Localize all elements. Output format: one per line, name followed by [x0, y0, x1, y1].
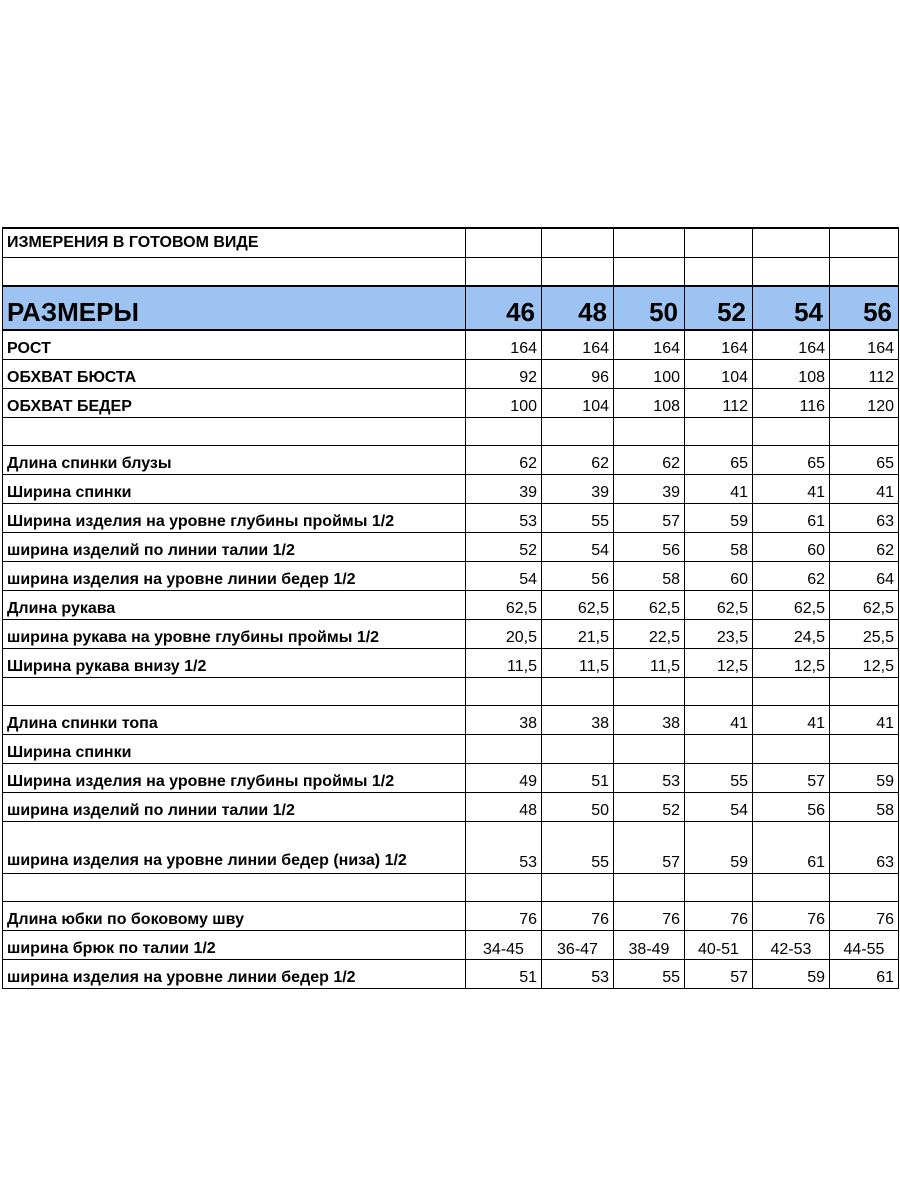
row-value: 53: [614, 764, 685, 793]
row-value: 53: [542, 960, 614, 989]
row-value: 52: [614, 793, 685, 822]
size-header: 54: [753, 286, 830, 330]
table-row: [3, 562, 899, 591]
row-value: 164: [685, 330, 753, 360]
row-value: 164: [753, 330, 830, 360]
row-value: 20,5: [466, 620, 542, 649]
table-row: [3, 931, 899, 960]
row-value: 54: [542, 533, 614, 562]
row-value: 12,5: [685, 649, 753, 678]
row-label: Длина спинки блузы: [3, 446, 466, 475]
row-label: Ширина изделия на уровне глубины проймы 1/2: [3, 504, 466, 533]
row-value: 59: [830, 764, 899, 793]
row-value: 39: [466, 475, 542, 504]
row-value: 96: [542, 360, 614, 389]
row-value: 57: [614, 504, 685, 533]
row-label: Ширина спинки: [3, 735, 466, 764]
row-value: 164: [542, 330, 614, 360]
size-header: 46: [466, 286, 542, 330]
row-value: 76: [614, 902, 685, 931]
row-value: 112: [830, 360, 899, 389]
size-header: 56: [830, 286, 899, 330]
row-label: ширина рукава на уровне глубины проймы 1/2: [3, 620, 466, 649]
row-value: 12,5: [753, 649, 830, 678]
table-row: [3, 620, 899, 649]
row-value: 48: [466, 793, 542, 822]
row-value: 56: [753, 793, 830, 822]
row-value: 63: [830, 822, 899, 874]
table-row: [3, 360, 899, 389]
row-value: 41: [753, 475, 830, 504]
row-value: 65: [830, 446, 899, 475]
row-value: 11,5: [542, 649, 614, 678]
row-value: 11,5: [466, 649, 542, 678]
row-value: 58: [685, 533, 753, 562]
row-value: 58: [830, 793, 899, 822]
row-value: 50: [542, 793, 614, 822]
row-value: 51: [542, 764, 614, 793]
row-value: 49: [466, 764, 542, 793]
row-value: 164: [614, 330, 685, 360]
row-value: 38: [542, 706, 614, 735]
row-value: 108: [753, 360, 830, 389]
row-value: 108: [614, 389, 685, 418]
row-value: 65: [685, 446, 753, 475]
row-value: 164: [466, 330, 542, 360]
row-value: 36-47: [542, 931, 614, 960]
row-value: 59: [685, 822, 753, 874]
row-value: 63: [830, 504, 899, 533]
row-value: [830, 735, 899, 764]
row-label: ОБХВАТ БЕДЕР: [3, 389, 466, 418]
size-chart-table: [2, 227, 899, 989]
row-value: 38: [466, 706, 542, 735]
row-value: [542, 735, 614, 764]
row-value: 39: [542, 475, 614, 504]
row-value: [466, 735, 542, 764]
row-value: 104: [685, 360, 753, 389]
row-value: 164: [830, 330, 899, 360]
row-value: 44-55: [830, 931, 899, 960]
table-row: [3, 649, 899, 678]
empty-row: [3, 678, 899, 706]
size-header: 50: [614, 286, 685, 330]
row-value: 53: [466, 504, 542, 533]
table-row: [3, 330, 899, 360]
row-value: 62: [466, 446, 542, 475]
row-value: 57: [685, 960, 753, 989]
row-value: 62,5: [830, 591, 899, 620]
row-value: 116: [753, 389, 830, 418]
row-value: 62,5: [753, 591, 830, 620]
row-value: 57: [614, 822, 685, 874]
row-value: 92: [466, 360, 542, 389]
row-value: 12,5: [830, 649, 899, 678]
row-value: 60: [685, 562, 753, 591]
row-value: 65: [753, 446, 830, 475]
row-value: [753, 735, 830, 764]
row-value: 76: [466, 902, 542, 931]
table-title: ИЗМЕРЕНИЯ В ГОТОВОМ ВИДЕ: [3, 228, 466, 258]
empty-row: [3, 874, 899, 902]
table-row: [3, 822, 899, 874]
table-row: [3, 960, 899, 989]
sizes-label: РАЗМЕРЫ: [3, 286, 466, 330]
table-row: [3, 706, 899, 735]
table-row: [3, 735, 899, 764]
table-row: [3, 793, 899, 822]
row-value: 59: [753, 960, 830, 989]
row-value: 61: [753, 822, 830, 874]
table-row: [3, 389, 899, 418]
row-value: 41: [685, 475, 753, 504]
row-value: 55: [614, 960, 685, 989]
row-label: ширина изделия на уровне линии бедер (низа) 1/2: [3, 822, 466, 874]
row-label: ширина изделия на уровне линии бедер 1/2: [3, 960, 466, 989]
table-row: [3, 504, 899, 533]
row-value: 61: [830, 960, 899, 989]
empty-row: [3, 258, 899, 287]
row-label: Ширина изделия на уровне глубины проймы 1/2: [3, 764, 466, 793]
row-value: 38: [614, 706, 685, 735]
table-row: [3, 764, 899, 793]
row-value: 76: [830, 902, 899, 931]
row-value: 34-45: [466, 931, 542, 960]
size-header: 48: [542, 286, 614, 330]
row-value: 100: [614, 360, 685, 389]
row-value: 53: [466, 822, 542, 874]
row-label: РОСТ: [3, 330, 466, 360]
row-value: 62,5: [614, 591, 685, 620]
row-label: Длина спинки топа: [3, 706, 466, 735]
sizes-header-row: [3, 286, 899, 330]
row-value: 41: [830, 706, 899, 735]
row-value: 42-53: [753, 931, 830, 960]
row-value: 40-51: [685, 931, 753, 960]
table-row: [3, 902, 899, 931]
row-value: 62: [830, 533, 899, 562]
table-row: [3, 446, 899, 475]
row-value: 21,5: [542, 620, 614, 649]
row-value: [614, 735, 685, 764]
row-value: 62,5: [466, 591, 542, 620]
table-row: [3, 475, 899, 504]
row-value: 62: [753, 562, 830, 591]
row-label: ширина изделий по линии талии 1/2: [3, 533, 466, 562]
row-value: 11,5: [614, 649, 685, 678]
row-value: 51: [466, 960, 542, 989]
row-value: 39: [614, 475, 685, 504]
row-value: 76: [753, 902, 830, 931]
row-value: 52: [466, 533, 542, 562]
row-value: 104: [542, 389, 614, 418]
row-value: 54: [685, 793, 753, 822]
row-value: 55: [685, 764, 753, 793]
row-value: 55: [542, 822, 614, 874]
row-value: 100: [466, 389, 542, 418]
row-value: 62: [614, 446, 685, 475]
row-value: 57: [753, 764, 830, 793]
row-label: Ширина спинки: [3, 475, 466, 504]
row-value: 41: [685, 706, 753, 735]
table-body: [3, 330, 899, 989]
row-value: 62,5: [685, 591, 753, 620]
row-value: 62,5: [542, 591, 614, 620]
row-label: Длина юбки по боковому шву: [3, 902, 466, 931]
row-value: 22,5: [614, 620, 685, 649]
row-value: 24,5: [753, 620, 830, 649]
row-label: ширина брюк по талии 1/2: [3, 931, 466, 960]
row-value: 76: [542, 902, 614, 931]
row-value: 112: [685, 389, 753, 418]
table-row: [3, 533, 899, 562]
row-value: 120: [830, 389, 899, 418]
size-header: 52: [685, 286, 753, 330]
row-value: 76: [685, 902, 753, 931]
row-label: ширина изделий по линии талии 1/2: [3, 793, 466, 822]
row-value: 23,5: [685, 620, 753, 649]
row-label: ОБХВАТ БЮСТА: [3, 360, 466, 389]
row-value: 55: [542, 504, 614, 533]
row-value: 41: [753, 706, 830, 735]
title-row: [3, 228, 899, 258]
row-label: ширина изделия на уровне линии бедер 1/2: [3, 562, 466, 591]
row-value: 38-49: [614, 931, 685, 960]
table-row: [3, 591, 899, 620]
row-value: 61: [753, 504, 830, 533]
row-value: [685, 735, 753, 764]
row-value: 41: [830, 475, 899, 504]
row-value: 54: [466, 562, 542, 591]
row-value: 56: [542, 562, 614, 591]
row-value: 25,5: [830, 620, 899, 649]
row-value: 58: [614, 562, 685, 591]
row-label: Ширина рукава внизу 1/2: [3, 649, 466, 678]
empty-row: [3, 418, 899, 446]
row-value: 60: [753, 533, 830, 562]
row-label: Длина рукава: [3, 591, 466, 620]
row-value: 56: [614, 533, 685, 562]
row-value: 64: [830, 562, 899, 591]
row-value: 59: [685, 504, 753, 533]
row-value: 62: [542, 446, 614, 475]
